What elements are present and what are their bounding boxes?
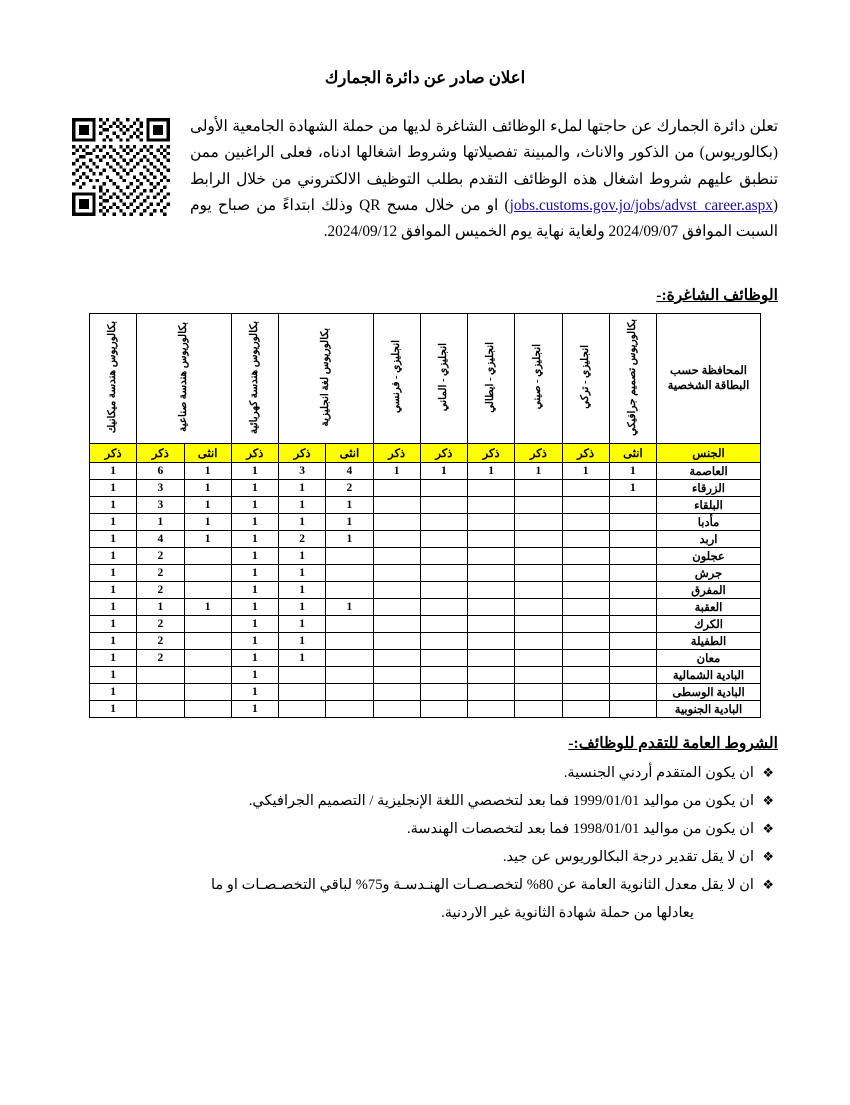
- governorate-name: جرش: [657, 565, 761, 582]
- vacancy-empty-cell: [562, 599, 609, 616]
- bullet-icon: ❖: [762, 820, 774, 836]
- vacancies-heading: الوظائف الشاغرة:-: [656, 287, 778, 304]
- vacancy-empty-cell: [609, 650, 656, 667]
- vacancy-empty-cell: [184, 565, 231, 582]
- governorate-name: العاصمة: [657, 463, 761, 480]
- column-header-4: [420, 314, 467, 444]
- vacancy-empty-cell: [562, 650, 609, 667]
- vacancy-empty-cell: [562, 582, 609, 599]
- governorate-name: المفرق: [657, 582, 761, 599]
- vacancy-empty-cell: [468, 667, 515, 684]
- table-row: [90, 514, 761, 531]
- vacancy-count-cell: 1: [279, 565, 326, 582]
- gender-cell-8: ذكر: [231, 444, 278, 463]
- vacancy-empty-cell: [515, 701, 562, 718]
- table-row: [90, 633, 761, 650]
- vacancy-count-cell: 1: [231, 582, 278, 599]
- vacancy-count-cell: 1: [279, 582, 326, 599]
- conditions-list: [72, 761, 778, 899]
- gender-cell-9: انثى: [184, 444, 231, 463]
- governorate-name: البادية الوسطى: [657, 684, 761, 701]
- condition-item: [72, 845, 778, 871]
- vacancy-empty-cell: [326, 701, 373, 718]
- vacancy-empty-cell: [373, 480, 420, 497]
- vacancy-empty-cell: [515, 599, 562, 616]
- vacancy-empty-cell: [562, 514, 609, 531]
- vacancy-empty-cell: [326, 565, 373, 582]
- vacancy-count-cell: 1: [279, 616, 326, 633]
- vacancy-count-cell: 1: [90, 463, 137, 480]
- vacancy-empty-cell: [326, 633, 373, 650]
- table-row: [90, 548, 761, 565]
- column-header-label: انجليزي - ايطالي: [485, 341, 497, 413]
- vacancy-count-cell: 1: [468, 463, 515, 480]
- governorate-name: الطفيلة: [657, 633, 761, 650]
- vacancy-count-cell: 1: [279, 633, 326, 650]
- vacancy-count-cell: 1: [90, 531, 137, 548]
- vacancy-empty-cell: [468, 531, 515, 548]
- vacancy-empty-cell: [468, 684, 515, 701]
- gender-cell-4: ذكر: [420, 444, 467, 463]
- vacancy-empty-cell: [515, 582, 562, 599]
- vacancy-empty-cell: [373, 616, 420, 633]
- vacancy-empty-cell: [326, 616, 373, 633]
- vacancy-empty-cell: [420, 497, 467, 514]
- vacancy-empty-cell: [420, 531, 467, 548]
- conditions-heading: الشروط العامة للتقدم للوظائف:-: [568, 735, 778, 752]
- vacancy-empty-cell: [515, 684, 562, 701]
- vacancy-empty-cell: [515, 565, 562, 582]
- governorate-name: البلقاء: [657, 497, 761, 514]
- condition-item: [72, 817, 778, 843]
- condition-text: ان يكون المتقدم أردني الجنسية.: [563, 765, 754, 781]
- vacancy-empty-cell: [373, 548, 420, 565]
- vacancy-empty-cell: [609, 684, 656, 701]
- table-row: [90, 582, 761, 599]
- vacancy-count-cell: 1: [562, 463, 609, 480]
- condition-item: [72, 789, 778, 815]
- vacancy-count-cell: 1: [231, 565, 278, 582]
- vacancy-empty-cell: [562, 548, 609, 565]
- vacancy-count-cell: 1: [279, 599, 326, 616]
- vacancy-count-cell: 1: [231, 514, 278, 531]
- vacancy-empty-cell: [326, 582, 373, 599]
- vacancy-empty-cell: [609, 701, 656, 718]
- column-header-governorate: المحافظة حسب البطاقة الشخصية: [657, 314, 761, 444]
- vacancy-count-cell: 1: [609, 480, 656, 497]
- vacancy-count-cell: 1: [279, 650, 326, 667]
- vacancy-empty-cell: [373, 582, 420, 599]
- vacancy-empty-cell: [515, 497, 562, 514]
- vacancy-count-cell: 1: [90, 650, 137, 667]
- vacancy-empty-cell: [609, 531, 656, 548]
- vacancy-count-cell: 2: [137, 565, 184, 582]
- vacancy-empty-cell: [562, 667, 609, 684]
- vacancy-count-cell: 1: [231, 616, 278, 633]
- vacancy-empty-cell: [184, 616, 231, 633]
- vacancy-count-cell: 2: [137, 633, 184, 650]
- vacancy-empty-cell: [515, 548, 562, 565]
- vacancy-empty-cell: [326, 650, 373, 667]
- vacancy-empty-cell: [609, 667, 656, 684]
- table-row: [90, 650, 761, 667]
- vacancy-empty-cell: [562, 684, 609, 701]
- vacancy-count-cell: 3: [279, 463, 326, 480]
- vacancy-empty-cell: [515, 667, 562, 684]
- table-row: [90, 701, 761, 718]
- column-header-6: [279, 314, 374, 444]
- vacancy-count-cell: 1: [231, 497, 278, 514]
- vacancy-count-cell: 1: [184, 531, 231, 548]
- table-row: [90, 531, 761, 548]
- vacancy-empty-cell: [609, 599, 656, 616]
- vacancy-empty-cell: [609, 616, 656, 633]
- vacancy-count-cell: 1: [90, 497, 137, 514]
- vacancy-count-cell: 1: [279, 548, 326, 565]
- vacancy-count-cell: 2: [279, 531, 326, 548]
- vacancy-empty-cell: [184, 667, 231, 684]
- vacancy-count-cell: 1: [184, 480, 231, 497]
- gender-cell-3: ذكر: [468, 444, 515, 463]
- vacancy-empty-cell: [468, 565, 515, 582]
- gender-cell-6: انثى: [326, 444, 373, 463]
- vacancy-empty-cell: [515, 514, 562, 531]
- vacancy-count-cell: 1: [90, 565, 137, 582]
- vacancy-empty-cell: [279, 684, 326, 701]
- vacancy-count-cell: 1: [515, 463, 562, 480]
- vacancy-empty-cell: [373, 650, 420, 667]
- vacancy-empty-cell: [373, 684, 420, 701]
- vacancy-count-cell: 3: [137, 480, 184, 497]
- gender-cell-1: ذكر: [562, 444, 609, 463]
- vacancy-empty-cell: [420, 684, 467, 701]
- vacancy-count-cell: 1: [326, 531, 373, 548]
- vacancy-count-cell: 1: [279, 480, 326, 497]
- vacancy-count-cell: 4: [137, 531, 184, 548]
- vacancy-empty-cell: [373, 599, 420, 616]
- vacancy-empty-cell: [373, 633, 420, 650]
- vacancy-empty-cell: [137, 701, 184, 718]
- vacancy-empty-cell: [279, 701, 326, 718]
- vacancy-empty-cell: [184, 650, 231, 667]
- condition-text: ان يكون من مواليد 1998/01/01 فما بعد لتخصصات الهندسة.: [406, 820, 754, 837]
- vacancy-count-cell: 1: [184, 514, 231, 531]
- vacancy-count-cell: 1: [90, 616, 137, 633]
- intro-text-before-link: تعلن دائرة الجمارك عن حاجتها لملء الوظائف الشاغرة لديها من حملة الشهادة الجامعية الأولى (بكالوريوس) من الذكور والاناث، والمبينة تفصيلاتها وشروط اشغالها ادناه، فعلى الراغبين ممن تنطبق عليهم شروط اشغال هذه الوظائف التقدم بطلب التوظيف الالكتروني من خلال الرابط (: [190, 118, 779, 214]
- vacancy-empty-cell: [515, 531, 562, 548]
- vacancies-table: [89, 313, 761, 718]
- vacancy-count-cell: 1: [137, 514, 184, 531]
- bullet-icon: ❖: [762, 765, 774, 780]
- vacancy-empty-cell: [420, 633, 467, 650]
- conditions-continuation: يعادلها من حملة شهادة الثانوية غير الاردنية.: [441, 904, 694, 921]
- vacancy-empty-cell: [468, 514, 515, 531]
- vacancy-count-cell: 2: [326, 480, 373, 497]
- vacancy-empty-cell: [184, 701, 231, 718]
- vacancy-count-cell: 1: [420, 463, 467, 480]
- page-title: اعلان صادر عن دائرة الجمارك: [324, 68, 526, 87]
- vacancy-empty-cell: [326, 667, 373, 684]
- table-row: [90, 616, 761, 633]
- table-body: [90, 463, 761, 718]
- table-header-row: [90, 314, 761, 444]
- vacancy-empty-cell: [420, 650, 467, 667]
- vacancy-count-cell: 1: [231, 463, 278, 480]
- vacancy-empty-cell: [326, 684, 373, 701]
- column-header-8: [137, 314, 232, 444]
- condition-item: [72, 761, 778, 787]
- table-row: [90, 497, 761, 514]
- vacancy-count-cell: 1: [231, 667, 278, 684]
- vacancy-count-cell: 1: [279, 514, 326, 531]
- vacancy-empty-cell: [562, 565, 609, 582]
- vacancy-count-cell: 1: [279, 497, 326, 514]
- column-header-label: بكالوريوس هندسة صناعية: [178, 322, 190, 432]
- column-header-label: بكالوريوس هندسة ميكانيك: [107, 320, 119, 434]
- vacancy-empty-cell: [420, 480, 467, 497]
- vacancy-empty-cell: [326, 548, 373, 565]
- vacancy-empty-cell: [562, 701, 609, 718]
- column-header-label: بكالوريوس تصميم جرافيكي: [626, 318, 638, 436]
- governorate-name: البادية الجنوبية: [657, 701, 761, 718]
- gender-cell-5: ذكر: [373, 444, 420, 463]
- condition-item: [72, 873, 778, 899]
- governorate-name: العقبة: [657, 599, 761, 616]
- gender-cell-7: ذكر: [279, 444, 326, 463]
- column-header-2: [515, 314, 562, 444]
- vacancy-empty-cell: [184, 582, 231, 599]
- vacancy-count-cell: 1: [90, 480, 137, 497]
- vacancy-empty-cell: [279, 667, 326, 684]
- governorate-name: مأدبا: [657, 514, 761, 531]
- vacancy-empty-cell: [515, 616, 562, 633]
- vacancy-count-cell: 1: [90, 667, 137, 684]
- vacancy-empty-cell: [515, 633, 562, 650]
- vacancy-count-cell: 2: [137, 548, 184, 565]
- vacancy-empty-cell: [562, 480, 609, 497]
- vacancy-empty-cell: [420, 616, 467, 633]
- vacancy-count-cell: 1: [609, 463, 656, 480]
- table-row: [90, 667, 761, 684]
- vacancy-count-cell: 2: [137, 650, 184, 667]
- column-header-0: [609, 314, 656, 444]
- vacancy-empty-cell: [562, 497, 609, 514]
- vacancy-count-cell: 1: [90, 514, 137, 531]
- governorate-name: عجلون: [657, 548, 761, 565]
- table-row: [90, 463, 761, 480]
- vacancy-empty-cell: [373, 565, 420, 582]
- vacancy-empty-cell: [184, 633, 231, 650]
- vacancy-count-cell: 1: [231, 548, 278, 565]
- vacancy-count-cell: 1: [90, 582, 137, 599]
- vacancy-count-cell: 1: [326, 514, 373, 531]
- column-header-7: [231, 314, 278, 444]
- qr-code-icon: [72, 118, 170, 216]
- vacancy-count-cell: 1: [231, 531, 278, 548]
- vacancy-empty-cell: [515, 480, 562, 497]
- vacancy-count-cell: 1: [184, 463, 231, 480]
- vacancy-count-cell: 1: [90, 701, 137, 718]
- vacancy-empty-cell: [373, 667, 420, 684]
- vacancy-empty-cell: [420, 582, 467, 599]
- vacancy-count-cell: 1: [90, 684, 137, 701]
- vacancy-count-cell: 3: [137, 497, 184, 514]
- vacancy-empty-cell: [468, 548, 515, 565]
- vacancy-count-cell: 1: [231, 650, 278, 667]
- condition-text: ان لا يقل معدل الثانوية العامة عن 80% لتخصـصـات الهنـدسـة و75% لباقي التخصـصـات او ما: [210, 876, 754, 893]
- column-header-label: انجليزي - صيني: [532, 344, 544, 410]
- table-header: [90, 314, 761, 463]
- column-header-label: انجليزي - الماني: [437, 342, 449, 412]
- vacancy-empty-cell: [468, 633, 515, 650]
- column-header-3: [468, 314, 515, 444]
- column-header-label: انجليزي - فرنسي: [390, 340, 402, 414]
- vacancy-count-cell: 1: [184, 599, 231, 616]
- vacancy-empty-cell: [562, 633, 609, 650]
- gender-cell-10: ذكر: [137, 444, 184, 463]
- intro-text-after-link: ) او من خلال مسح QR وذلك ابتداءً من صباح يوم السبت الموافق 2024/09/07 ولغاية نهاية يوم الخميس الموافق 2024/09/12.: [190, 196, 778, 241]
- vacancy-count-cell: 1: [231, 480, 278, 497]
- intro-paragraph: [190, 114, 778, 245]
- vacancy-empty-cell: [609, 582, 656, 599]
- vacancy-count-cell: 1: [231, 684, 278, 701]
- column-header-9: [90, 314, 137, 444]
- vacancy-empty-cell: [137, 684, 184, 701]
- vacancy-empty-cell: [184, 684, 231, 701]
- vacancy-empty-cell: [420, 701, 467, 718]
- vacancy-empty-cell: [609, 514, 656, 531]
- vacancy-empty-cell: [420, 599, 467, 616]
- governorate-name: معان: [657, 650, 761, 667]
- governorate-name: البادية الشمالية: [657, 667, 761, 684]
- governorate-name: الزرقاء: [657, 480, 761, 497]
- vacancy-empty-cell: [468, 582, 515, 599]
- vacancy-empty-cell: [373, 514, 420, 531]
- vacancy-empty-cell: [420, 548, 467, 565]
- vacancy-count-cell: 6: [137, 463, 184, 480]
- vacancy-count-cell: 1: [231, 599, 278, 616]
- vacancy-empty-cell: [137, 667, 184, 684]
- gender-cell-2: ذكر: [515, 444, 562, 463]
- vacancy-count-cell: 1: [326, 497, 373, 514]
- column-header-label: انجليزي - تركي: [579, 345, 591, 409]
- vacancy-empty-cell: [420, 514, 467, 531]
- vacancy-empty-cell: [468, 650, 515, 667]
- vacancy-empty-cell: [468, 480, 515, 497]
- vacancy-empty-cell: [609, 565, 656, 582]
- vacancy-empty-cell: [468, 497, 515, 514]
- vacancies-table-wrapper: [89, 313, 761, 718]
- table-row: [90, 565, 761, 582]
- gender-row: [90, 444, 761, 463]
- condition-text: ان يكون من مواليد 1999/01/01 فما بعد لتخصصي اللغة الإنجليزية / التصميم الجرافيكي.: [248, 792, 754, 809]
- governorate-name: اربد: [657, 531, 761, 548]
- vacancy-count-cell: 1: [90, 548, 137, 565]
- vacancy-count-cell: 2: [137, 616, 184, 633]
- vacancy-empty-cell: [468, 616, 515, 633]
- intro-section: [72, 114, 778, 264]
- qr-code-svg: [72, 118, 170, 216]
- vacancy-empty-cell: [515, 650, 562, 667]
- jobs-portal-link[interactable]: jobs.customs.gov.jo/jobs/advst_career.aspx: [509, 196, 773, 214]
- vacancy-count-cell: 1: [326, 599, 373, 616]
- condition-text: ان لا يقل تقدير درجة البكالوريوس عن جيد.: [502, 848, 754, 865]
- vacancy-empty-cell: [562, 531, 609, 548]
- column-header-1: [562, 314, 609, 444]
- vacancy-empty-cell: [468, 599, 515, 616]
- column-header-label: بكالوريوس لغة انجليزية: [319, 327, 331, 427]
- vacancy-count-cell: 1: [373, 463, 420, 480]
- table-row: [90, 480, 761, 497]
- vacancy-empty-cell: [609, 548, 656, 565]
- vacancy-count-cell: 1: [90, 599, 137, 616]
- vacancy-empty-cell: [609, 497, 656, 514]
- vacancy-empty-cell: [184, 548, 231, 565]
- table-row: [90, 684, 761, 701]
- bullet-icon: ❖: [762, 848, 774, 864]
- vacancy-empty-cell: [562, 616, 609, 633]
- vacancy-empty-cell: [468, 701, 515, 718]
- vacancy-count-cell: 1: [231, 701, 278, 718]
- vacancy-empty-cell: [373, 701, 420, 718]
- column-header-5: [373, 314, 420, 444]
- gender-cell-0: انثى: [609, 444, 656, 463]
- vacancy-empty-cell: [609, 633, 656, 650]
- vacancy-count-cell: 1: [137, 599, 184, 616]
- vacancy-count-cell: 1: [184, 497, 231, 514]
- vacancy-empty-cell: [420, 565, 467, 582]
- vacancy-empty-cell: [373, 497, 420, 514]
- bullet-icon: ❖: [762, 876, 774, 892]
- column-header-label: بكالوريوس هندسة كهربائية: [248, 320, 260, 434]
- governorate-name: الكرك: [657, 616, 761, 633]
- gender-cell-11: ذكر: [90, 444, 137, 463]
- vacancy-count-cell: 4: [326, 463, 373, 480]
- gender-row-label: الجنس: [657, 444, 761, 463]
- vacancy-count-cell: 1: [90, 633, 137, 650]
- vacancy-empty-cell: [420, 667, 467, 684]
- vacancy-empty-cell: [373, 531, 420, 548]
- table-row: [90, 599, 761, 616]
- vacancy-count-cell: 1: [231, 633, 278, 650]
- vacancy-count-cell: 2: [137, 582, 184, 599]
- bullet-icon: ❖: [762, 792, 774, 808]
